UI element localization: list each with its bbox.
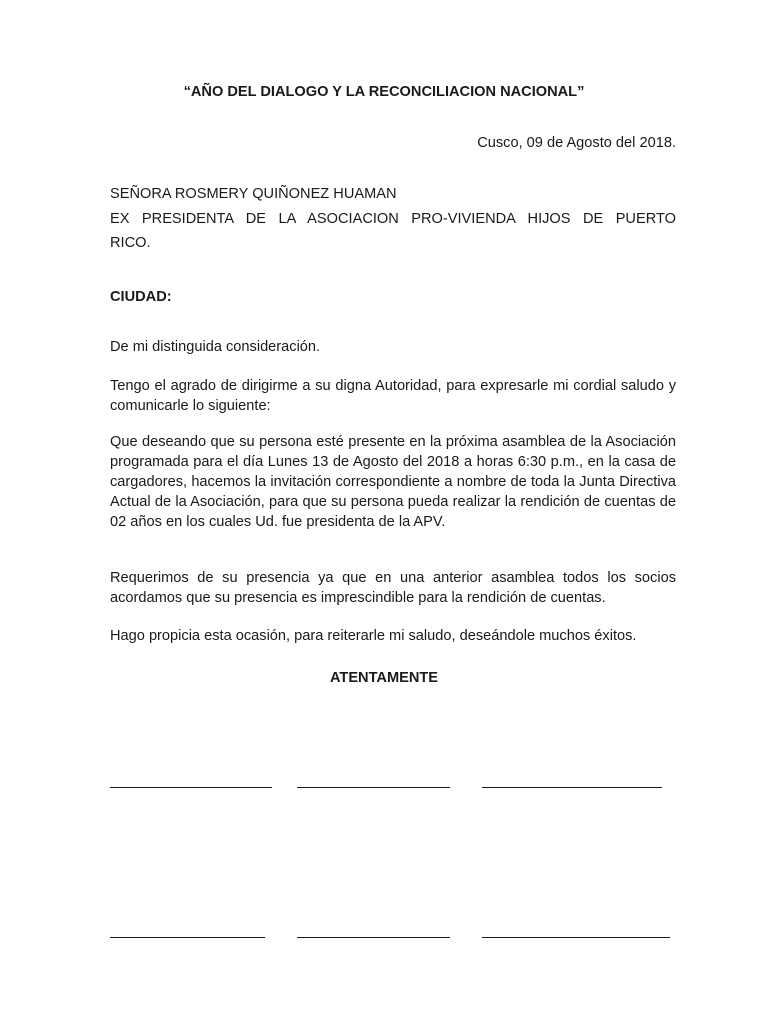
signature-line [482,787,662,788]
closing: ATENTAMENTE [329,670,439,686]
recipient-title-line-1: EX PRESIDENTA DE LA ASOCIACION PRO-VIVIENDA HIJOS DE PUERTO [110,210,676,227]
paragraph-invitation: Que deseando que su persona esté presente en la próxima asamblea de la Asociación programada para el día Lunes 13 de Agosto del 2018 a horas 6:30 p.m., en la casa de cargadores, hacemos la invitación correspondiente a nombre de toda la Junta Directiva Actual de la Asociación, para que su persona pueda realizar la rendición de cuentas de 02 años en los cuales Ud. fue presidenta de la APV. [110,434,676,530]
greeting: De mi distinguida consideración. [110,339,321,355]
recipient-block [110,182,676,256]
city-label: CIUDAD: [110,289,172,305]
paragraph-request: Requerimos de su presencia ya que en una anterior asamblea todos los socios acordamos que su presencia es imprescindible para la rendición de cuentas. [110,570,676,606]
place-date: Cusco, 09 de Agosto del 2018. [477,135,676,151]
document-heading: “AÑO DEL DIALOGO Y LA RECONCILIACION NACIONAL” [183,84,585,100]
recipient-title-line-2: RICO. [110,235,151,251]
paragraph-farewell: Hago propicia esta ocasión, para reiterarle mi saludo, deseándole muchos éxitos. [110,628,637,644]
recipient-name: SEÑORA ROSMERY QUIÑONEZ HUAMAN [110,186,397,202]
signature-line [297,787,450,788]
signature-line [297,937,450,938]
paragraph-intro: Tengo el agrado de dirigirme a su digna Autoridad, para expresarle mi cordial saludo y comunicarle lo siguiente: [110,378,676,414]
signature-line [110,787,272,788]
signature-line [110,937,265,938]
signature-line [482,937,670,938]
